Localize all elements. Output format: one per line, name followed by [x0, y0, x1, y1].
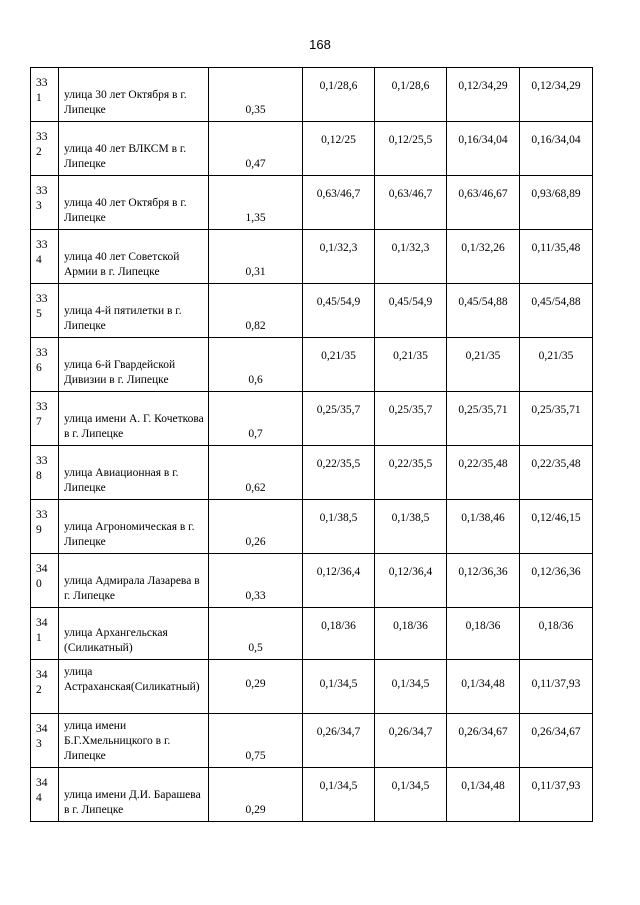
value-cell-3: 0,63/46,67	[447, 176, 520, 230]
value-cell-1: 0,18/36	[303, 608, 375, 660]
value-cell-2: 0,25/35,7	[375, 392, 447, 446]
table-row	[31, 500, 593, 554]
value-cell-3: 0,45/54,88	[447, 284, 520, 338]
row-number	[31, 768, 59, 822]
row-number-top: 33	[36, 185, 48, 197]
street-length: 0,29	[209, 660, 303, 714]
row-number-top: 33	[36, 131, 48, 143]
value-cell-4: 0,18/36	[520, 608, 593, 660]
street-length: 0,7	[209, 392, 303, 446]
row-number-bottom: 4	[36, 792, 42, 804]
value-cell-1: 0,25/35,7	[303, 392, 375, 446]
street-name: улица 40 лет Октября в г. Липецке	[59, 176, 209, 230]
row-number-top: 33	[36, 293, 48, 305]
table-row	[31, 608, 593, 660]
row-number-bottom: 3	[36, 738, 42, 750]
row-number	[31, 392, 59, 446]
value-cell-4: 0,26/34,67	[520, 714, 593, 768]
row-number	[31, 714, 59, 768]
value-cell-1: 0,1/34,5	[303, 768, 375, 822]
value-cell-3: 0,26/34,67	[447, 714, 520, 768]
street-name: улица Авиационная в г. Липецке	[59, 446, 209, 500]
row-number-top: 34	[36, 617, 48, 629]
value-cell-1: 0,22/35,5	[303, 446, 375, 500]
value-cell-4: 0,21/35	[520, 338, 593, 392]
value-cell-1: 0,26/34,7	[303, 714, 375, 768]
street-length: 0,35	[209, 68, 303, 122]
street-length: 0,75	[209, 714, 303, 768]
value-cell-3: 0,16/34,04	[447, 122, 520, 176]
row-number-bottom: 5	[36, 308, 42, 320]
value-cell-3: 0,22/35,48	[447, 446, 520, 500]
table-row	[31, 714, 593, 768]
street-name: улица 30 лет Октября в г. Липецке	[59, 68, 209, 122]
table-row	[31, 230, 593, 284]
row-number-bottom: 4	[36, 254, 42, 266]
street-length: 0,33	[209, 554, 303, 608]
value-cell-2: 0,1/32,3	[375, 230, 447, 284]
street-length: 0,29	[209, 768, 303, 822]
value-cell-3: 0,12/34,29	[447, 68, 520, 122]
row-number	[31, 500, 59, 554]
row-number	[31, 554, 59, 608]
value-cell-1: 0,1/32,3	[303, 230, 375, 284]
value-cell-3: 0,25/35,71	[447, 392, 520, 446]
row-number-bottom: 0	[36, 578, 42, 590]
street-name: улица имени А. Г. Кочеткова в г. Липецке	[59, 392, 209, 446]
row-number-bottom: 7	[36, 416, 42, 428]
value-cell-1: 0,1/38,5	[303, 500, 375, 554]
row-number-top: 34	[36, 777, 48, 789]
row-number	[31, 176, 59, 230]
row-number	[31, 68, 59, 122]
data-table	[30, 67, 593, 822]
value-cell-2: 0,45/54,9	[375, 284, 447, 338]
row-number	[31, 230, 59, 284]
street-length: 0,82	[209, 284, 303, 338]
page-number: 168	[309, 37, 331, 52]
row-number-bottom: 3	[36, 200, 42, 212]
value-cell-3: 0,1/34,48	[447, 660, 520, 714]
street-name: улица имени Д.И. Барашева в г. Липецке	[59, 768, 209, 822]
value-cell-2: 0,18/36	[375, 608, 447, 660]
table-row	[31, 446, 593, 500]
value-cell-1: 0,12/25	[303, 122, 375, 176]
street-length: 0,6	[209, 338, 303, 392]
street-length: 0,5	[209, 608, 303, 660]
row-number-top: 33	[36, 239, 48, 251]
table-body	[31, 68, 593, 822]
row-number-top: 33	[36, 77, 48, 89]
value-cell-2: 0,1/34,5	[375, 768, 447, 822]
row-number-top: 34	[36, 669, 48, 681]
value-cell-1: 0,1/34,5	[303, 660, 375, 714]
street-name: улица 40 лет Советской Армии в г. Липецке	[59, 230, 209, 284]
street-name: улица имени Б.Г.Хмельницкого в г. Липецке	[59, 714, 209, 768]
value-cell-2: 0,12/25,5	[375, 122, 447, 176]
street-length: 0,47	[209, 122, 303, 176]
value-cell-3: 0,21/35	[447, 338, 520, 392]
street-name: улица Агрономическая в г. Липецке	[59, 500, 209, 554]
street-name: улица Адмирала Лазарева в г. Липецке	[59, 554, 209, 608]
row-number-bottom: 6	[36, 362, 42, 374]
row-number	[31, 660, 59, 714]
value-cell-4: 0,45/54,88	[520, 284, 593, 338]
value-cell-2: 0,1/28,6	[375, 68, 447, 122]
value-cell-4: 0,25/35,71	[520, 392, 593, 446]
value-cell-2: 0,21/35	[375, 338, 447, 392]
row-number-bottom: 1	[36, 92, 42, 104]
value-cell-2: 0,12/36,4	[375, 554, 447, 608]
value-cell-4: 0,12/34,29	[520, 68, 593, 122]
value-cell-4: 0,22/35,48	[520, 446, 593, 500]
value-cell-2: 0,1/34,5	[375, 660, 447, 714]
value-cell-4: 0,12/46,15	[520, 500, 593, 554]
row-number-bottom: 8	[36, 470, 42, 482]
street-name: улица Астраханская(Силикатный)	[59, 660, 209, 714]
street-length: 0,26	[209, 500, 303, 554]
value-cell-2: 0,22/35,5	[375, 446, 447, 500]
table-row	[31, 554, 593, 608]
row-number	[31, 284, 59, 338]
table-row	[31, 392, 593, 446]
table-row	[31, 176, 593, 230]
street-name: улица 40 лет ВЛКСМ в г. Липецке	[59, 122, 209, 176]
row-number	[31, 122, 59, 176]
value-cell-4: 0,12/36,36	[520, 554, 593, 608]
table-row	[31, 660, 593, 714]
row-number-top: 34	[36, 723, 48, 735]
value-cell-4: 0,93/68,89	[520, 176, 593, 230]
value-cell-1: 0,63/46,7	[303, 176, 375, 230]
value-cell-3: 0,1/38,46	[447, 500, 520, 554]
value-cell-4: 0,11/37,93	[520, 768, 593, 822]
row-number-top: 33	[36, 347, 48, 359]
row-number-top: 33	[36, 509, 48, 521]
value-cell-4: 0,11/37,93	[520, 660, 593, 714]
table-row	[31, 68, 593, 122]
row-number-bottom: 2	[36, 684, 42, 696]
street-length: 0,62	[209, 446, 303, 500]
row-number-bottom: 1	[36, 632, 42, 644]
value-cell-3: 0,1/32,26	[447, 230, 520, 284]
street-name: улица 6-й Гвардейской Дивизии в г. Липецке	[59, 338, 209, 392]
value-cell-4: 0,11/35,48	[520, 230, 593, 284]
value-cell-2: 0,63/46,7	[375, 176, 447, 230]
street-name: улица Архангельская (Силикатный)	[59, 608, 209, 660]
row-number	[31, 608, 59, 660]
value-cell-3: 0,1/34,48	[447, 768, 520, 822]
value-cell-1: 0,1/28,6	[303, 68, 375, 122]
value-cell-1: 0,45/54,9	[303, 284, 375, 338]
value-cell-1: 0,12/36,4	[303, 554, 375, 608]
value-cell-2: 0,26/34,7	[375, 714, 447, 768]
table-row	[31, 768, 593, 822]
row-number-top: 33	[36, 455, 48, 467]
table-row	[31, 284, 593, 338]
table-row	[31, 338, 593, 392]
row-number-bottom: 9	[36, 524, 42, 536]
street-name: улица 4-й пятилетки в г. Липецке	[59, 284, 209, 338]
row-number-bottom: 2	[36, 146, 42, 158]
street-length: 0,31	[209, 230, 303, 284]
row-number	[31, 446, 59, 500]
street-length: 1,35	[209, 176, 303, 230]
value-cell-4: 0,16/34,04	[520, 122, 593, 176]
row-number-top: 33	[36, 401, 48, 413]
value-cell-2: 0,1/38,5	[375, 500, 447, 554]
row-number-top: 34	[36, 563, 48, 575]
row-number	[31, 338, 59, 392]
value-cell-3: 0,12/36,36	[447, 554, 520, 608]
table-row	[31, 122, 593, 176]
value-cell-1: 0,21/35	[303, 338, 375, 392]
value-cell-3: 0,18/36	[447, 608, 520, 660]
